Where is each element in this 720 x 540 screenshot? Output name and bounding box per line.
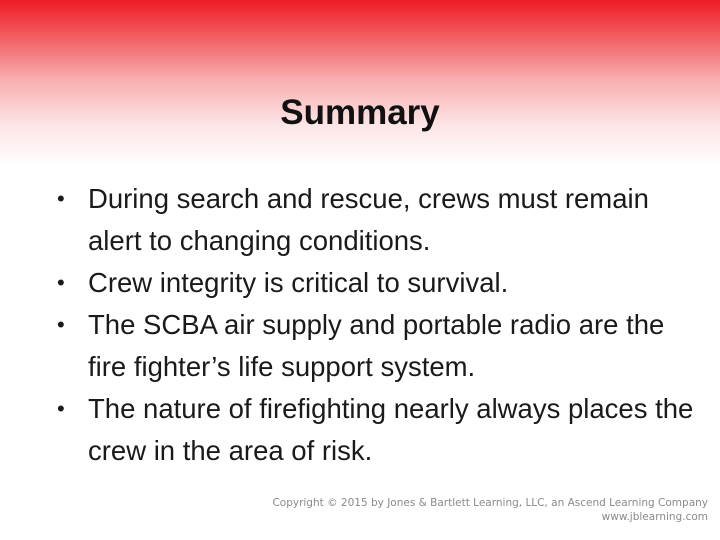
copyright-text: Copyright © 2015 by Jones & Bartlett Learning, LLC, an Ascend Learning Company <box>272 497 708 509</box>
copyright-footer <box>272 496 708 524</box>
bullet-icon: • <box>57 270 65 295</box>
bullet-item <box>55 262 695 304</box>
bullet-text: The nature of firefighting nearly always places the crew in the area of risk. <box>88 393 694 466</box>
bullet-text: Crew integrity is critical to survival. <box>88 267 509 298</box>
slide-title: Summary <box>280 93 440 132</box>
bullet-icon: • <box>57 312 65 337</box>
header-gradient-band <box>0 0 720 165</box>
publisher-website: www.jblearning.com <box>601 511 708 523</box>
bullet-list <box>55 178 695 472</box>
bullet-item <box>55 304 695 388</box>
bullet-icon: • <box>57 396 65 421</box>
bullet-text: During search and rescue, crews must remain alert to changing conditions. <box>88 183 649 256</box>
bullet-item <box>55 388 695 472</box>
bullet-item <box>55 178 695 262</box>
bullet-icon: • <box>57 186 65 211</box>
bullet-text: The SCBA air supply and portable radio are the fire fighter’s life support system. <box>88 309 665 382</box>
